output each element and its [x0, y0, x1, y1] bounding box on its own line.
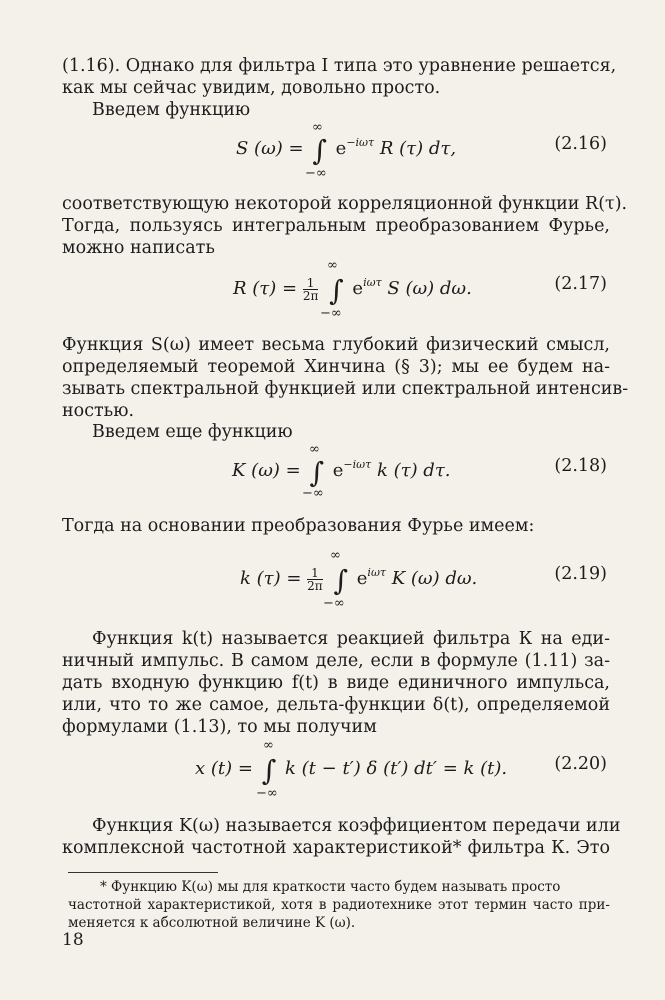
exponent: −iωτ	[346, 136, 375, 149]
page-number: 18	[62, 930, 84, 950]
lower-limit: −∞	[256, 786, 278, 801]
equation-rhs: R (τ) dτ,	[379, 138, 457, 159]
equation-lhs: x (t) =	[195, 758, 253, 779]
lower-limit: −∞	[302, 486, 324, 501]
integral-sign: ∫	[312, 134, 327, 167]
text-line: комплексной частотной характеристикой* фильтра К. Это	[62, 838, 610, 858]
equation-2-20	[0, 738, 665, 801]
fraction	[307, 567, 323, 592]
text-line: Введем еще функцию	[92, 422, 293, 442]
equation-2-19	[0, 548, 665, 611]
text-line: Функция K(ω) называется коэффициентом передачи или	[92, 816, 621, 836]
footnote-divider	[68, 872, 218, 873]
fraction	[303, 277, 319, 302]
equation-number: (2.19)	[554, 564, 607, 584]
lower-limit: −∞	[320, 306, 342, 321]
text-line: соответствующую некоторой корреляционной функции R(τ).	[62, 194, 628, 214]
equation-2-17	[0, 258, 665, 321]
exponent: −iωτ	[343, 458, 372, 471]
text-line: ностью.	[62, 401, 135, 421]
exp-base: e	[335, 138, 347, 159]
footnote-line: меняется к абсолютной величине K (ω).	[68, 915, 356, 931]
equation-rhs: k (t − t′) δ (t′) dt′ = k (t).	[285, 758, 508, 779]
fraction-denominator: 2π	[307, 579, 323, 593]
equation-2-16	[0, 118, 665, 181]
equation-rhs: S (ω) dω.	[387, 278, 472, 299]
equation-number: (2.20)	[554, 754, 607, 774]
equation-lhs: S (ω) =	[236, 138, 304, 159]
upper-limit: ∞	[309, 442, 320, 457]
text-line: или, что то же самое, дельта-функции δ(t), определяемой	[62, 695, 610, 715]
equation-rhs: K (ω) dω.	[391, 568, 478, 589]
upper-limit: ∞	[312, 120, 323, 135]
text-line: формулами (1.13), то мы получим	[62, 717, 377, 737]
equation-2-18	[0, 440, 665, 500]
integral-sign: ∫	[333, 564, 349, 597]
text-line: Тогда на основании преобразования Фурье имеем:	[62, 516, 535, 536]
text-line: зывать спектральной функцией или спектральной интенсив-	[62, 379, 629, 399]
exponent: iωτ	[363, 276, 382, 289]
fraction-denominator: 2π	[302, 289, 319, 303]
exponent: iωτ	[367, 566, 386, 579]
equation-number: (2.16)	[554, 134, 607, 154]
text-line: (1.16). Однако для фильтра I типа это уравнение решается,	[62, 56, 617, 76]
exp-base: e	[356, 568, 368, 589]
equation-lhs: R (τ) =	[233, 278, 298, 299]
integral-sign: ∫	[329, 274, 344, 307]
upper-limit: ∞	[330, 548, 341, 563]
text-line: можно написать	[62, 238, 215, 258]
upper-limit: ∞	[327, 258, 338, 273]
exp-base: e	[332, 460, 344, 481]
equation-rhs: k (τ) dτ.	[376, 460, 451, 481]
text-line: Введем функцию	[92, 100, 251, 120]
exp-base: e	[352, 278, 364, 299]
equation-lhs: k (τ) =	[240, 568, 302, 589]
text-line: дать входную функцию f(t) в виде единичного импульса,	[62, 673, 610, 693]
footnote-line: * Функцию K(ω) мы для краткости часто будем называть просто	[100, 879, 561, 895]
text-line: определяемый теоремой Хинчина (§ 3); мы ее будем на-	[62, 357, 610, 377]
footnote-line: частотной характеристикой, хотя в радиотехнике этот термин часто при-	[68, 897, 610, 913]
lower-limit: −∞	[305, 166, 327, 181]
equation-lhs: K (ω) =	[232, 460, 301, 481]
upper-limit: ∞	[263, 738, 274, 753]
fraction-numerator: 1	[311, 566, 319, 580]
fraction-numerator: 1	[306, 276, 315, 290]
lower-limit: −∞	[323, 596, 345, 611]
text-line: ничный импульс. В самом деле, если в формуле (1.11) за-	[62, 651, 610, 671]
text-line: Функция S(ω) имеет весьма глубокий физический смысл,	[62, 335, 610, 355]
equation-number: (2.18)	[554, 456, 607, 476]
text-line: Функция k(t) называется реакцией фильтра К на еди-	[92, 629, 610, 649]
equation-number: (2.17)	[554, 274, 607, 294]
text-line: как мы сейчас увидим, довольно просто.	[62, 78, 441, 98]
integral-sign: ∫	[309, 456, 325, 489]
integral-sign: ∫	[261, 754, 277, 787]
text-line: Тогда, пользуясь интегральным преобразованием Фурье,	[62, 216, 610, 236]
